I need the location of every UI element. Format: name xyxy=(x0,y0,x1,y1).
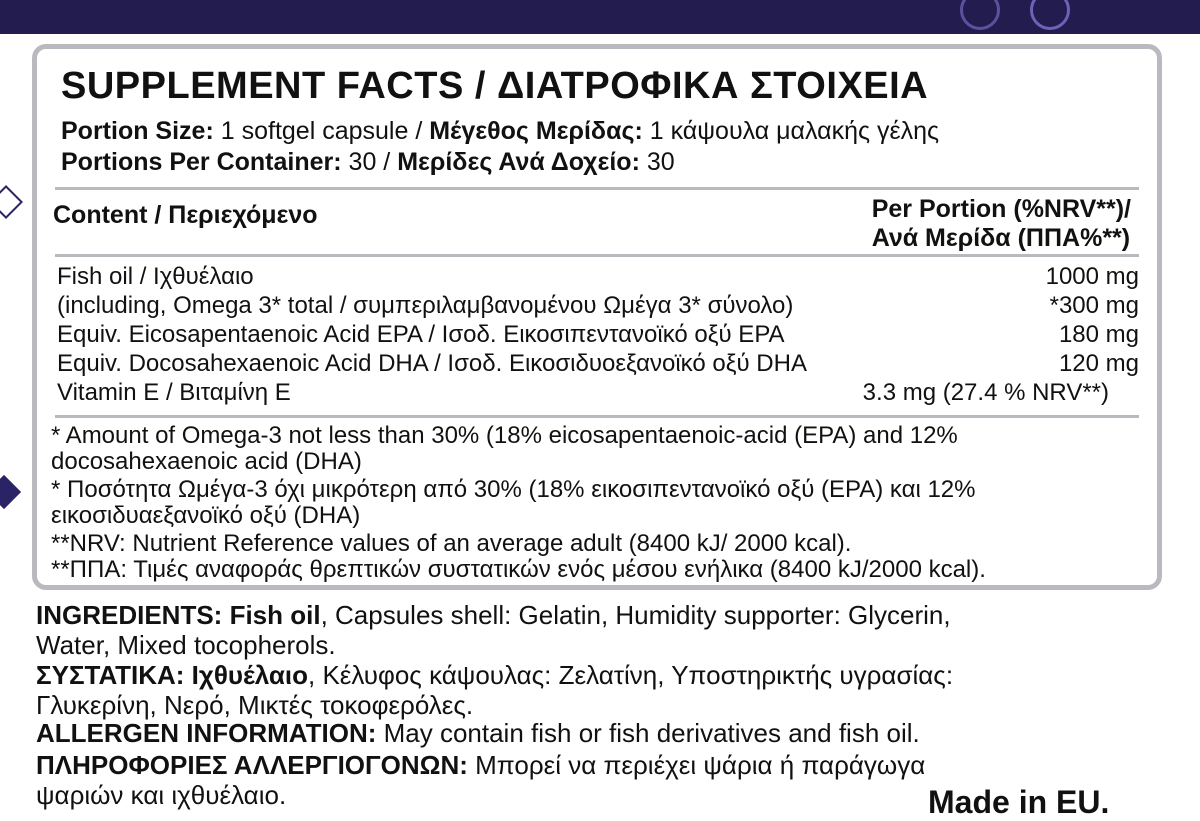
ingredients-en-line-1 xyxy=(36,600,951,631)
portion-size-label: Portion Size: xyxy=(61,117,214,145)
decorative-circle-icon xyxy=(960,0,1000,30)
portions-value: 30 / xyxy=(348,148,391,176)
nutrient-row xyxy=(57,379,1139,409)
divider xyxy=(55,415,1139,418)
divider xyxy=(55,254,1139,257)
nutrient-row xyxy=(57,263,1139,293)
nutrient-value: *300 mg xyxy=(1049,292,1139,319)
ingredients-en-line-2: Water, Mixed tocopherols. xyxy=(36,630,336,660)
portion-size-label-gr: Μέγεθος Μερίδας: xyxy=(429,117,643,145)
nutrient-value: 180 mg xyxy=(1058,321,1139,348)
portions-per-container-line xyxy=(61,148,675,177)
nutrient-name: Fish oil / Ιχθυέλαιο xyxy=(57,263,254,290)
allergen-en-line xyxy=(36,718,920,749)
ingredients-text-gr: , Κέλυφος κάψουλας: Ζελατίνη, Υποστηρικτής υγρασίας: xyxy=(308,660,954,690)
portion-size-value: 1 softgel capsule / xyxy=(220,117,423,145)
footnote-omega-gr: * Ποσότητα Ωμέγα-3 όχι μικρότερη από 30% (18% εικοσιπεντανοϊκό οξύ (EPA) και 12% εικοσιδυαεξανοϊκό οξύ (DHA) xyxy=(51,476,976,529)
footnote-omega-en: * Amount of Omega-3 not less than 30% (18% eicosapentaenoic-acid (EPA) and 12% docosahexaenoic acid (DHA) xyxy=(51,422,958,475)
facts-title: SUPPLEMENT FACTS / ΔΙΑΤΡΟΦΙΚΑ ΣΤΟΙΧΕΙΑ xyxy=(61,65,929,107)
nutrient-name: (including, Omega 3* total / συμπεριλαμβανομένου Ωμέγα 3* σύνολο) xyxy=(57,292,794,319)
allergen-gr-line-2: ψαριών και ιχθυέλαιο. xyxy=(36,780,287,810)
per-portion-header-line-2: Ανά Μερίδα (ΠΠΑ%**) xyxy=(871,224,1131,252)
allergen-text-gr: Μπορεί να περιέχει ψάρια ή παράγωγα xyxy=(467,750,926,780)
portions-label: Portions Per Container: xyxy=(61,148,342,176)
nutrient-value: 1000 mg xyxy=(1045,263,1139,290)
per-portion-column-header xyxy=(872,195,1131,253)
portions-value-gr: 30 xyxy=(646,148,675,176)
nutrient-name: Equiv. Eicosapentaenoic Acid EPA / Ισοδ. Εικοσιπεντανοϊκό οξύ EPA xyxy=(57,321,785,348)
decorative-diamond-icon xyxy=(0,185,23,219)
per-portion-header-line-1: Per Portion (%NRV**)/ xyxy=(871,195,1131,223)
made-in-eu: Made in EU. xyxy=(928,784,1110,820)
supplement-facts-panel xyxy=(32,44,1162,590)
ingredients-bold: Fish oil xyxy=(229,600,321,630)
nutrient-value: 3.3 mg (27.4 % NRV**) xyxy=(862,379,1109,406)
allergen-text: May contain fish or fish derivatives and fish oil. xyxy=(376,718,920,748)
ingredients-gr-line-2: Γλυκερίνη, Νερό, Μικτές τοκοφερόλες. xyxy=(36,690,474,720)
allergen-label: ALLERGEN INFORMATION: xyxy=(36,718,377,748)
nutrient-row xyxy=(57,292,1139,322)
portion-size-value-gr: 1 κάψουλα μαλακής γέλης xyxy=(649,117,940,145)
nutrient-row xyxy=(57,350,1139,380)
portion-size-line xyxy=(61,117,939,146)
divider xyxy=(55,187,1139,190)
ingredients-label: INGREDIENTS: xyxy=(36,600,223,630)
nutrient-name: Equiv. Docosahexaenoic Acid DHA / Ισοδ. Εικοσιδυοεξανοϊκό οξύ DHA xyxy=(57,350,807,377)
top-color-band xyxy=(0,0,1200,34)
allergen-label-gr: ΠΛΗΡΟΦΟΡΙΕΣ ΑΛΛΕΡΓΙΟΓΟΝΩΝ: xyxy=(36,750,468,780)
decorative-circle-icon xyxy=(1030,0,1070,30)
nutrient-value: 120 mg xyxy=(1058,350,1139,377)
decorative-diamond-icon xyxy=(0,475,21,509)
ingredients-bold-gr: Ιχθυέλαιο xyxy=(191,660,309,690)
footnote-nrv-gr: **ΠΠΑ: Τιμές αναφοράς θρεπτικών συστατικών ενός μέσου ενήλικα (8400 kJ/2000 kcal). xyxy=(51,556,986,583)
content-column-header: Content / Περιεχόμενο xyxy=(53,201,318,229)
portions-label-gr: Μερίδες Ανά Δοχείο: xyxy=(397,148,640,176)
ingredients-label-gr: ΣΥΣΤΑΤΙΚΑ: xyxy=(36,660,185,690)
footnote-nrv-en: **NRV: Nutrient Reference values of an average adult (8400 kJ/ 2000 kcal). xyxy=(51,530,852,557)
ingredients-gr-line-1 xyxy=(36,660,953,691)
ingredients-text: , Capsules shell: Gelatin, Humidity supporter: Glycerin, xyxy=(320,600,951,630)
allergen-gr-line-1 xyxy=(36,750,925,781)
nutrient-name: Vitamin E / Βιταμίνη E xyxy=(57,379,291,406)
nutrient-row xyxy=(57,321,1139,351)
